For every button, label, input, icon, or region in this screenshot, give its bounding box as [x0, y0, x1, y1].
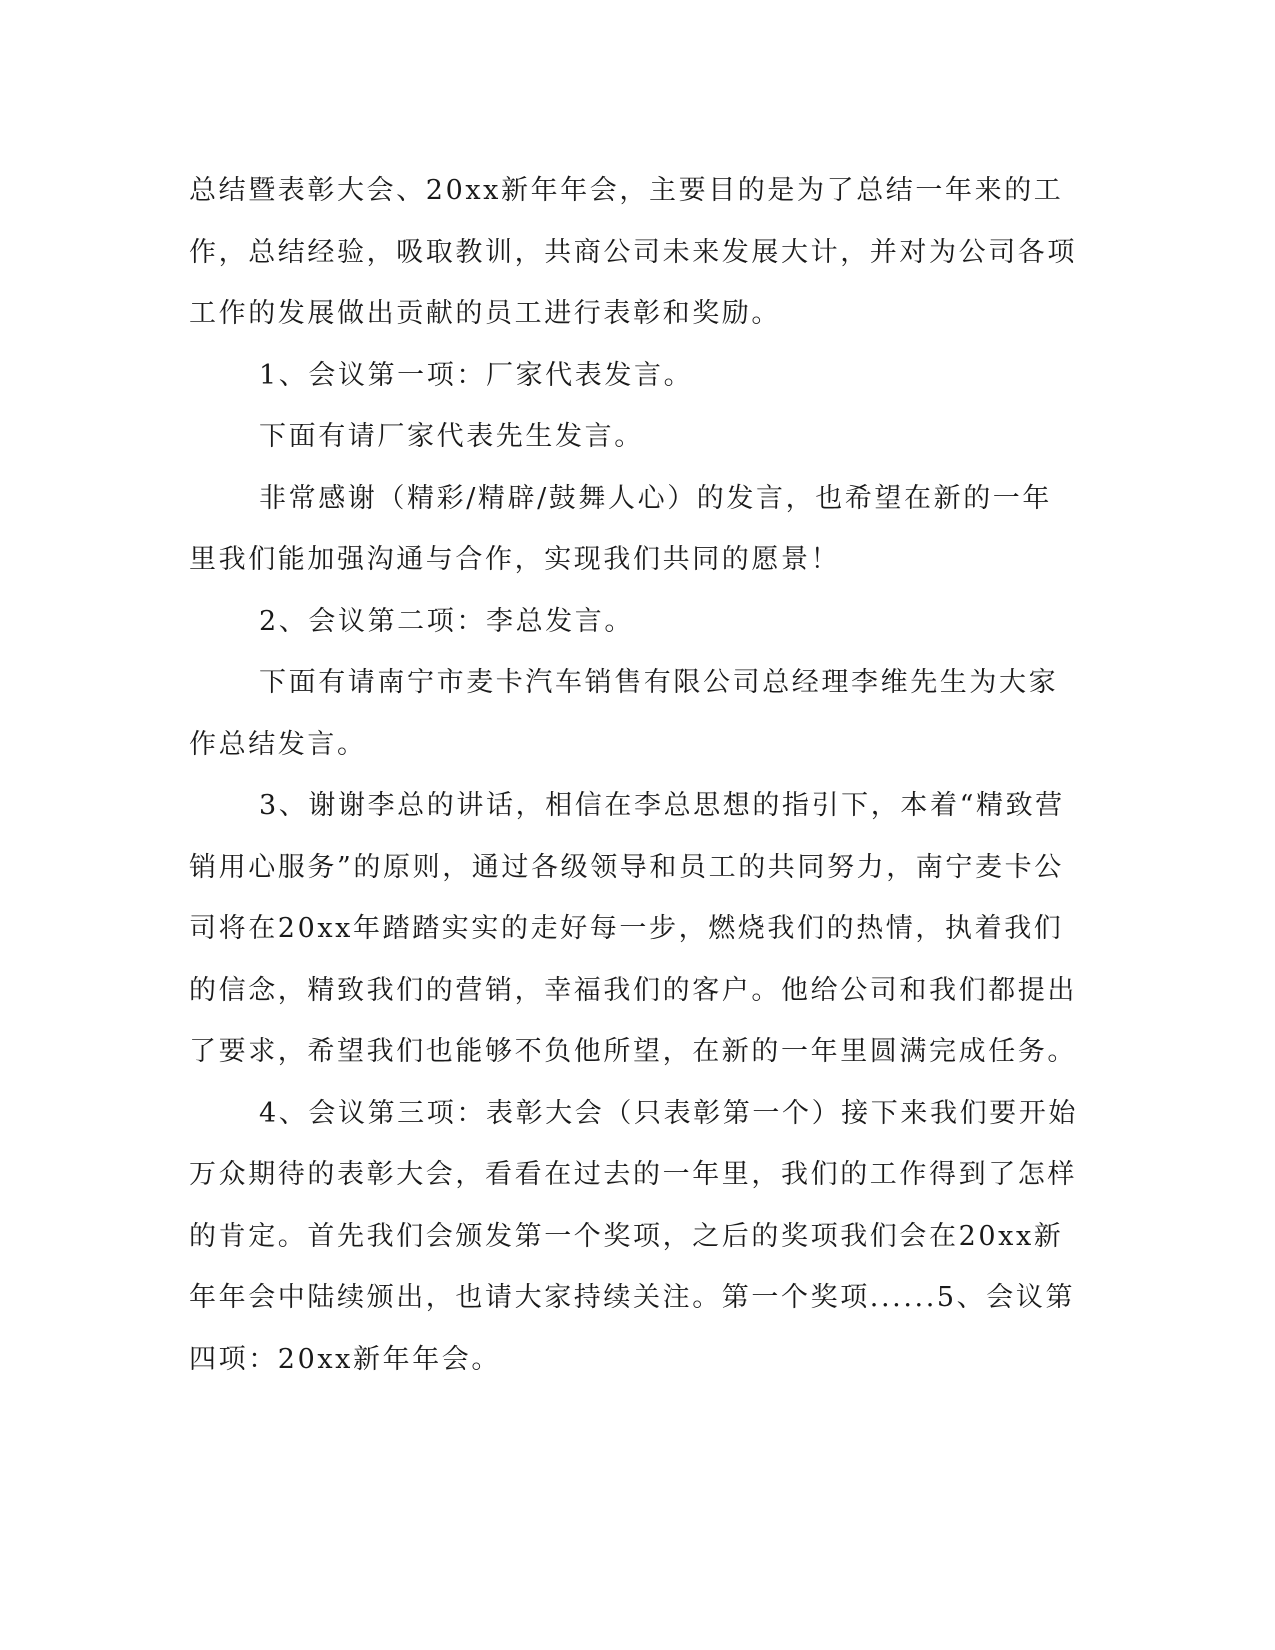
paragraph-item-2-heading: 2、会议第二项：李总发言。 — [259, 605, 634, 637]
paragraph-intro: 总结暨表彰大会、20xx新年年会，主要目的是为了总结一年来的工作，总结经验，吸取教训，共商公司未来发展大计，并对为公司各项工作的发展做出贡献的员工进行表彰和奖励。 — [189, 175, 1077, 329]
paragraph-item-2-invite: 下面有请南宁市麦卡汽车销售有限公司总经理李维先生为大家作总结发言。 — [189, 667, 1059, 760]
paragraph-item-4: 4、会议第三项：表彰大会（只表彰第一个）接下来我们要开始万众期待的表彰大会，看看在过去的一年里，我们的工作得到了怎样的肯定。首先我们会颁发第一个奖项，之后的奖项我们会在20xx新年年会中陆续颁出，也请大家持续关注。第一个奖项......5、会议第四项：20xx新年年会。 — [189, 1097, 1078, 1375]
paragraph-item-1-thanks: 非常感谢（精彩/精辟/鼓舞人心）的发言，也希望在新的一年里我们能加强沟通与合作，实现我们共同的愿景！ — [189, 482, 1052, 575]
paragraph-item-1-invite: 下面有请厂家代表先生发言。 — [259, 421, 644, 452]
paragraph-item-3: 3、谢谢李总的讲话，相信在李总思想的指引下，本着“精致营销用心服务”的原则，通过各级领导和员工的共同努力，南宁麦卡公司将在20xx年踏踏实实的走好每一步，燃烧我们的热情，执着我们的信念，精致我们的营销，幸福我们的客户。他给公司和我们都提出了要求，希望我们也能够不负他所望，在新的一年里圆满完成任务。 — [189, 790, 1077, 1067]
document-body — [189, 160, 1079, 1390]
paragraph-item-1-heading: 1、会议第一项：厂家代表发言。 — [259, 359, 694, 391]
